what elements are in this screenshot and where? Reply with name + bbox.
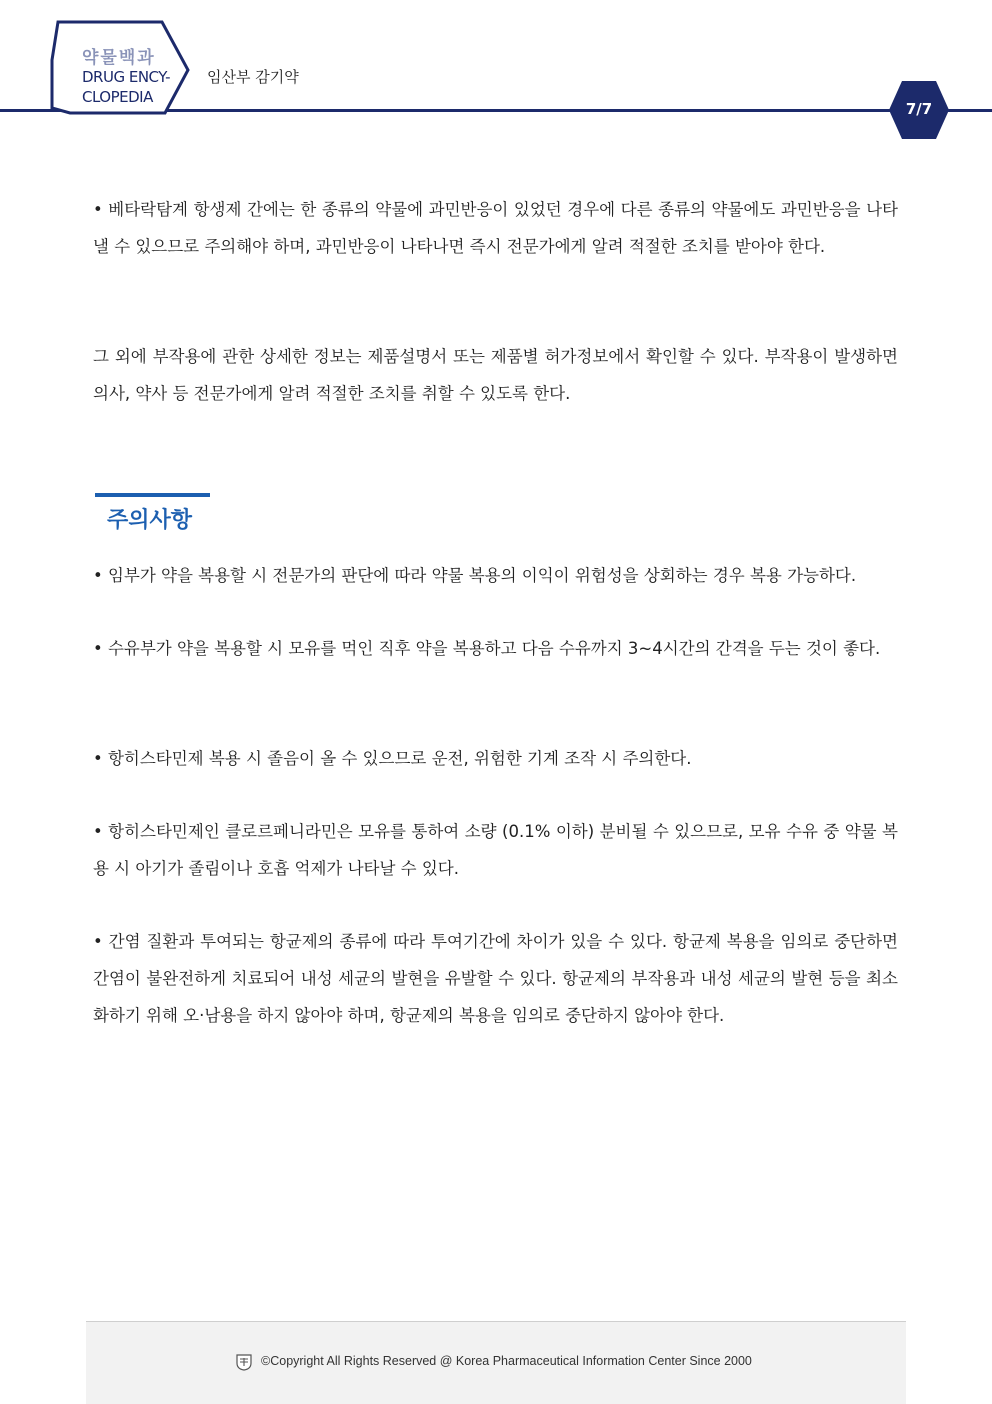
institution-crest-icon [236,1353,252,1371]
document-title: 임산부 감기약 [207,68,299,86]
page-number-badge: 7/7 [905,100,933,118]
intro-paragraph: 그 외에 부작용에 관한 상세한 정보는 제품설명서 또는 제품별 허가정보에서 확인할 수 있다. 부작용이 발생하면 의사, 약사 등 전문가에게 알려 적절한 조치를 취할 수 있도록 한다. [93,347,898,403]
section-title: 주의사항 [107,508,193,533]
logo-korean-text: 약물백과 [82,48,156,68]
caution-item-2: • 수유부가 약을 복용할 시 모유를 먹인 직후 약을 복용하고 다음 수유까지 3~4시간의 간격을 두는 것이 좋다. [93,639,881,658]
caution-item-3: • 항히스타민제 복용 시 졸음이 올 수 있으므로 운전, 위험한 기계 조작 시 주의한다. [93,749,692,768]
caution-item-4: • 항히스타민제인 클로르페니라민은 모유를 통하여 소량 (0.1% 이하) 분비될 수 있으므로, 모유 수유 중 약물 복용 시 아기가 졸림이나 호흡 억제가 나타날 수 있다. [93,822,898,878]
section-title-bar [95,493,210,497]
footer-copyright: ©Copyright All Rights Reserved @ Korea Pharmaceutical Information Center Since 2000 [261,1354,752,1368]
caution-item-5: • 간염 질환과 투여되는 항균제의 종류에 따라 투여기간에 차이가 있을 수 있다. 항균제 복용을 임의로 중단하면 간염이 불완전하게 치료되어 내성 세균의 발현을 유발할 수 있다. 항균제의 부작용과 내성 세균의 발현 등을 최소화하기 위해 오·남용을 하지 않아야 하며, 항균제의 복용을 임의로 중단하지 않아야 한다. [93,932,898,1025]
intro-bullet: • 베타락탐계 항생제 간에는 한 종류의 약물에 과민반응이 있었던 경우에 다른 종류의 약물에도 과민반응을 나타낼 수 있으므로 주의해야 하며, 과민반응이 나타나면 즉시 전문가에게 알려 적절한 조치를 받아야 한다. [93,200,898,256]
caution-item-1: • 임부가 약을 복용할 시 전문가의 판단에 따라 약물 복용의 이익이 위험성을 상회하는 경우 복용 가능하다. [93,566,857,585]
logo-english-line1: DRUG ENCY- [82,68,171,86]
logo-english-line2: CLOPEDIA [82,88,153,106]
